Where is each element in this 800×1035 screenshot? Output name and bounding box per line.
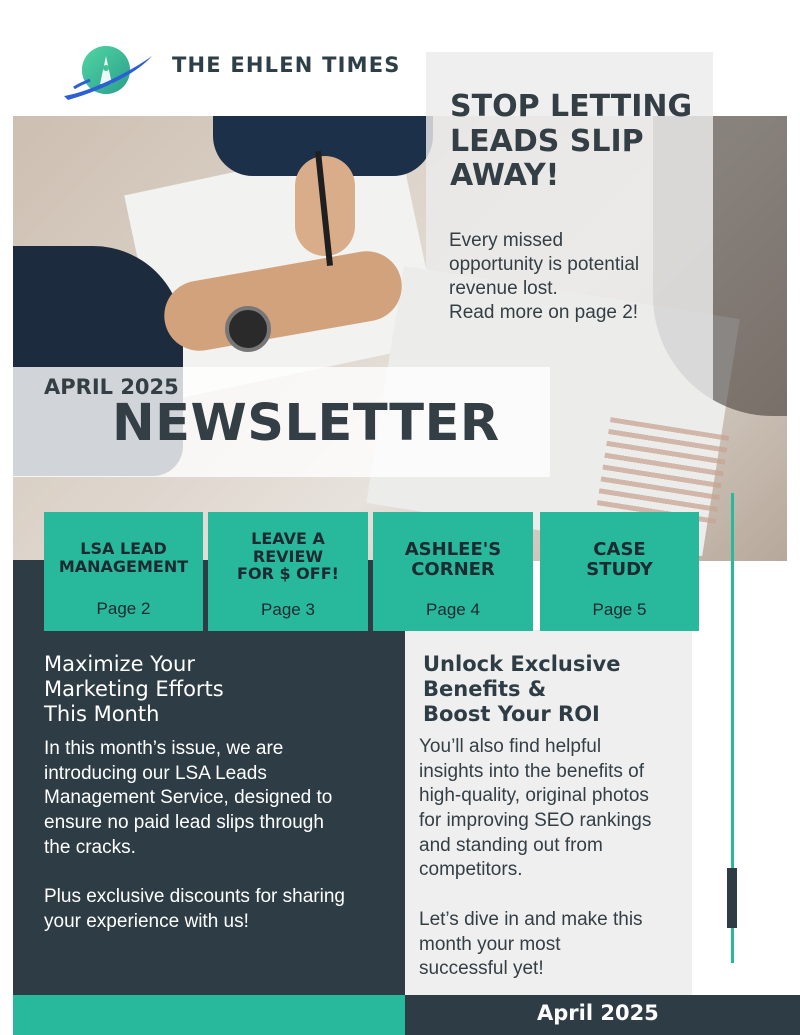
newsletter-title: NEWSLETTER [112, 394, 500, 453]
issue-month: APRIL 2025 [44, 375, 179, 399]
decorative-mark [727, 868, 737, 928]
right-heading: Unlock Exclusive Benefits & Boost Your ROI [423, 652, 621, 727]
tile-page: Page 4 [426, 600, 480, 619]
footer-date: April 2025 [537, 1001, 659, 1025]
tile-title: CASE STUDY [586, 539, 653, 580]
tile-lsa-lead-management[interactable] [44, 512, 203, 631]
left-body: In this month’s issue, we are introducing our LSA Leads Management Service, designed to ensure no paid lead slips through the cracks. Plus exclusive discounts for sharing your experience with us! [44, 738, 345, 932]
tile-leave-a-review[interactable] [208, 512, 368, 631]
left-heading: Maximize Your Marketing Efforts This Month [44, 652, 224, 727]
tile-page: Page 5 [592, 600, 647, 619]
printed-chart [597, 417, 730, 525]
footer-bar-teal [13, 995, 405, 1035]
tile-case-study[interactable] [540, 512, 699, 631]
tile-ashlees-corner[interactable] [373, 512, 533, 631]
headline-subtext: Every missed opportunity is potential revenue lost. Read more on page 2! [449, 230, 640, 324]
wristwatch-icon [225, 306, 271, 352]
rocket-planet-logo-icon [60, 40, 156, 104]
tile-title: LEAVE A REVIEW FOR $ OFF! [237, 529, 339, 584]
headline: STOP LETTING LEADS SLIP AWAY! [450, 89, 693, 193]
brand-name: THE EHLEN TIMES [172, 53, 401, 77]
tile-title: ASHLEE'S CORNER [404, 539, 502, 580]
right-body: You’ll also find helpful insights into the benefits of high-quality, original photos for improving SEO rankings and standing out from competitors. Let’s dive in and make this month your most successful yet! [419, 736, 652, 980]
tile-page: Page 3 [261, 600, 315, 619]
tile-title: LSA LEAD MANAGEMENT [58, 539, 189, 576]
tile-page: Page 2 [96, 599, 151, 618]
